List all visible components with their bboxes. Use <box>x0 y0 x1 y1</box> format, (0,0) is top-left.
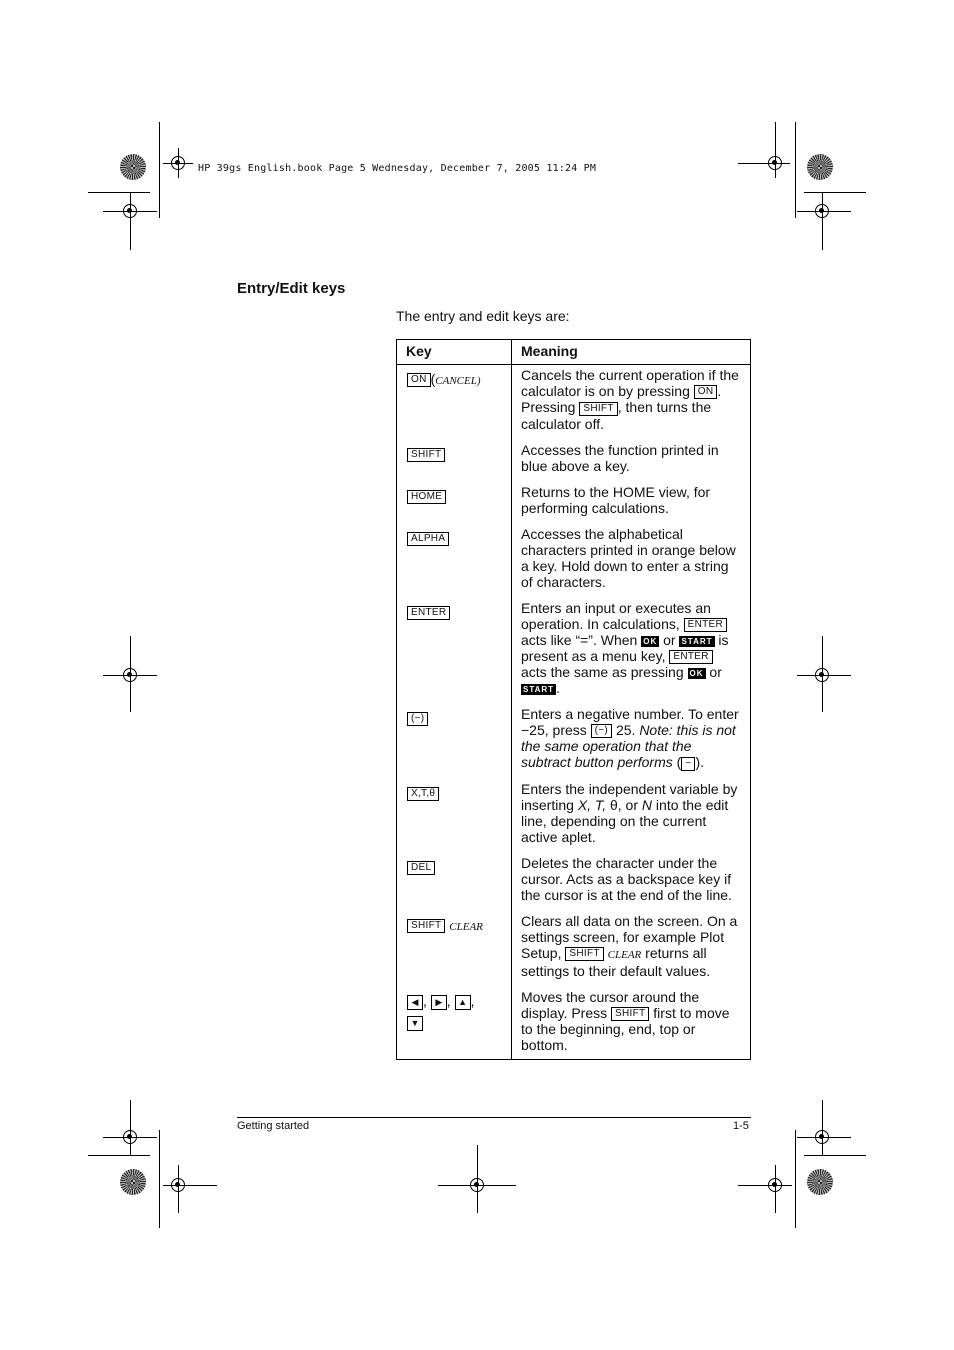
page-number: 1-5 <box>733 1120 749 1132</box>
entry-edit-keys-table <box>396 339 751 1060</box>
footer-rule <box>237 1117 751 1118</box>
ok-softkey-icon: OK <box>643 636 658 646</box>
registration-dial-icon <box>120 154 146 180</box>
key-cell <box>397 524 512 598</box>
section-title: Entry/Edit keys <box>237 280 346 297</box>
negate-key-icon: (−) <box>591 724 612 738</box>
xttheta-key-icon: X,T,θ <box>407 787 439 801</box>
table-row <box>397 440 751 482</box>
start-softkey-icon: START <box>681 636 713 646</box>
meaning-cell: Enters a negative number. To enter −25, press (−) 25. Note: this is not the same operation that the subtract button performs ( − ). <box>512 704 751 779</box>
meaning-cell: Returns to the HOME view, for performing calculations. <box>512 482 751 524</box>
meaning-cell: Deletes the character under the cursor. Acts as a backspace key if the cursor is at the end of the line. <box>512 853 751 911</box>
key-cell <box>397 598 512 705</box>
key-cell: ON (CANCEL) <box>397 365 512 440</box>
shift-key-icon: SHIFT <box>579 402 617 416</box>
right-arrow-key-icon: ▶ <box>431 995 447 1010</box>
on-key-icon: ON <box>407 373 431 387</box>
shift-key-icon: SHIFT <box>407 448 445 462</box>
registration-dial-icon <box>807 1169 833 1195</box>
start-softkey-icon: START <box>523 684 555 694</box>
table-row <box>397 598 751 705</box>
footer-chapter: Getting started <box>237 1120 310 1132</box>
intro-text: The entry and edit keys are: <box>396 308 570 324</box>
meaning-cell: Moves the cursor around the display. Press SHIFT first to move to the beginning, end, top or bottom. <box>512 987 751 1060</box>
key-cell <box>397 911 512 987</box>
table-row <box>397 779 751 853</box>
minus-key-icon: − <box>681 757 695 771</box>
shift-key-icon: SHIFT <box>611 1007 649 1021</box>
home-key-icon: HOME <box>407 490 446 504</box>
registration-dial-icon <box>807 154 833 180</box>
negate-key-icon: (−) <box>407 712 428 726</box>
key-cell <box>397 853 512 911</box>
table-header-row <box>397 340 751 365</box>
meaning-cell: Accesses the function printed in blue above a key. <box>512 440 751 482</box>
enter-key-icon: ENTER <box>684 618 727 632</box>
table-row <box>397 911 751 987</box>
alpha-key-icon: ALPHA <box>407 532 449 546</box>
key-cell <box>397 779 512 853</box>
clear-label: CLEAR <box>449 920 483 933</box>
enter-key-icon: ENTER <box>669 650 712 664</box>
key-cell: ◀ , ▶ , ▲ , ▼ <box>397 987 512 1060</box>
meaning-cell: Cancels the current operation if the calculator is on by pressing ON . Pressing SHIFT , then turns the calculator off. <box>512 365 751 440</box>
meaning-cell: Enters the independent variable by inserting X, T, θ, or N into the edit line, depending on the current active aplet. <box>512 779 751 853</box>
meaning-cell: Clears all data on the screen. On a settings screen, for example Plot Setup, SHIFT CLEAR returns all settings to their default values. <box>512 911 751 987</box>
table-row <box>397 365 751 440</box>
table-row <box>397 987 751 1060</box>
meaning-cell: Accesses the alphabetical characters printed in orange below a key. Hold down to enter a string of characters. <box>512 524 751 598</box>
meaning-cell: Enters an input or executes an operation. In calculations, ENTER acts like “=”. When OK or START is present as a menu key, ENTER acts the same as pressing OK or START . <box>512 598 751 705</box>
on-key-icon: ON <box>694 385 718 399</box>
meaning-column-header: Meaning <box>512 340 751 365</box>
table-row <box>397 482 751 524</box>
del-key-icon: DEL <box>407 861 435 875</box>
registration-dial-icon <box>120 1169 146 1195</box>
table-row <box>397 704 751 779</box>
left-arrow-key-icon: ◀ <box>407 995 423 1010</box>
shift-key-icon: SHIFT <box>407 919 445 933</box>
key-cell <box>397 704 512 779</box>
up-arrow-key-icon: ▲ <box>455 995 471 1010</box>
table-row <box>397 853 751 911</box>
cancel-label: CANCEL <box>435 375 477 387</box>
ok-softkey-icon: OK <box>689 668 704 678</box>
key-cell <box>397 482 512 524</box>
key-column-header: Key <box>397 340 512 365</box>
enter-key-icon: ENTER <box>407 606 450 620</box>
key-cell <box>397 440 512 482</box>
table-row <box>397 524 751 598</box>
print-header: HP 39gs English.book Page 5 Wednesday, December 7, 2005 11:24 PM <box>198 163 597 174</box>
shift-key-icon: SHIFT <box>565 947 603 961</box>
down-arrow-key-icon: ▼ <box>407 1016 423 1031</box>
clear-label: CLEAR <box>607 948 642 961</box>
